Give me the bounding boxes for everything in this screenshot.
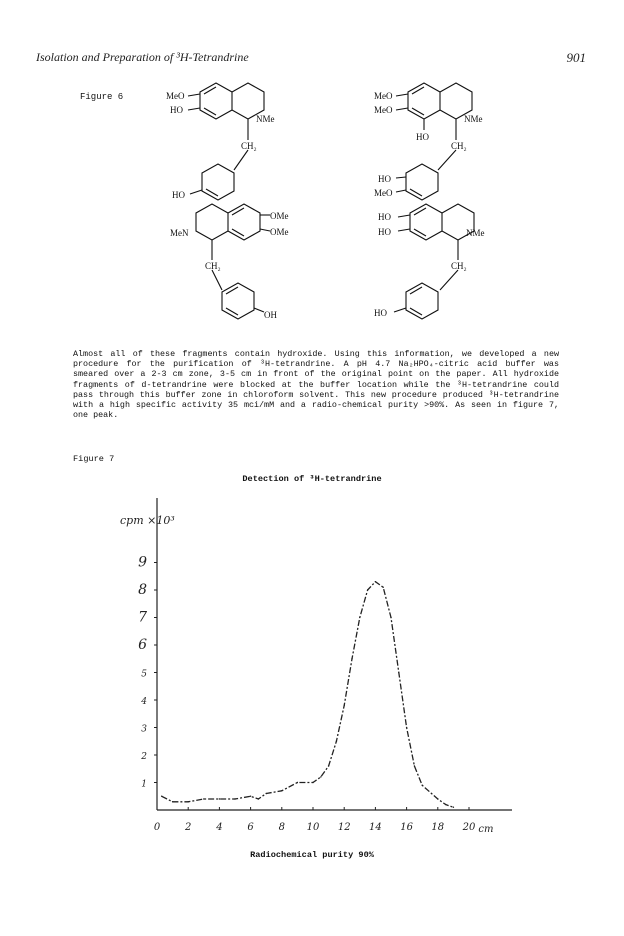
x-tick-label: 16 [400, 822, 413, 833]
x-tick-label: 10 [306, 822, 320, 833]
x-tick-label: 20 [462, 822, 476, 833]
data-point [203, 798, 204, 799]
page-number: 901 [566, 50, 586, 65]
group-nme-top: NMe [464, 114, 483, 124]
data-point [320, 776, 321, 777]
data-point [336, 741, 337, 742]
group-oh: OH [264, 310, 277, 320]
group-ch2-top: CH₂ [451, 141, 467, 151]
data-point [281, 790, 282, 791]
data-point [414, 765, 415, 766]
data-point [219, 798, 220, 799]
data-point [445, 804, 446, 805]
detection-curve [162, 582, 454, 808]
figure6-label: Figure 6 [80, 92, 124, 102]
figure7-caption: Radiochemical purity 90% [250, 850, 374, 860]
data-point [359, 617, 360, 618]
body-paragraph: Almost all of these fragments contain hydroxide. Using this information, we developed a new procedure for the purification of ³H-tetrandrine. A pH 4.7 Na₂HPO₄-citric acid buffer was smeared over a 2-3 cm zone, 3-5 cm in front of the original point on the paper. All hydroxide fragments of d-tetrandrine were blocked at the buffer location while the ³H-tetrandrine could pass through this buffer zone in chloroform solvent. This new procedure produced ³H-tetrandrine with a high specific activity 35 mci/mM and a radio-chemical purity >90%. As seen in figure 7, one peak. [73, 349, 559, 421]
right-molecule-structure [340, 78, 520, 341]
figure7-chart [100, 490, 530, 845]
data-point [161, 796, 162, 797]
data-point [250, 796, 251, 797]
data-point [351, 658, 352, 659]
data-point [437, 798, 438, 799]
data-point [422, 785, 423, 786]
data-point [453, 807, 454, 808]
data-point [398, 672, 399, 673]
group-ho-2: HO [378, 227, 391, 237]
figure7-label: Figure 7 [73, 454, 115, 464]
group-meo-b: MeO [374, 105, 393, 115]
data-point [234, 798, 235, 799]
x-tick-label: 6 [247, 822, 254, 833]
data-point [383, 587, 384, 588]
data-point [312, 782, 313, 783]
left-molecule-structure [150, 78, 310, 341]
group-meo-mid: MeO [374, 188, 393, 198]
group-ho-phenol: HO [172, 190, 185, 200]
data-point [297, 782, 298, 783]
x-tick-label: 8 [278, 822, 285, 833]
y-tick-label: 8 [138, 582, 147, 598]
group-ho-top: HO [416, 132, 429, 142]
x-tick-label: 12 [337, 822, 351, 833]
group-nme-bottom: NMe [466, 228, 485, 238]
figure7-title: Detection of ³H-tetrandrine [242, 474, 382, 484]
group-ome-1: OMe [270, 211, 289, 221]
data-point [266, 793, 267, 794]
x-tick-label: 14 [369, 822, 382, 833]
group-nme: NMe [256, 114, 275, 124]
y-tick-label: 2 [141, 752, 147, 762]
y-tick-label: 4 [141, 697, 147, 707]
data-point [406, 727, 407, 728]
data-point [344, 705, 345, 706]
x-tick-label: 2 [185, 822, 192, 833]
data-point [390, 617, 391, 618]
y-tick-label: 1 [141, 779, 147, 790]
y-tick-label: 6 [138, 637, 147, 653]
group-ch2: CH₂ [241, 141, 257, 151]
x-axis-label: cm [478, 824, 494, 835]
x-tick-label: 4 [216, 822, 223, 833]
group-ho-mid: HO [378, 174, 391, 184]
y-tick-label: 9 [138, 554, 147, 571]
group-men: MeN [170, 228, 189, 238]
group-ho-1: HO [378, 212, 391, 222]
y-tick-label: 7 [138, 609, 147, 626]
group-meo-a: MeO [374, 91, 393, 101]
chart-svg [100, 490, 530, 840]
data-point [367, 589, 368, 590]
group-ho: HO [170, 105, 183, 115]
data-point [375, 581, 376, 582]
x-tick-label: 0 [153, 822, 161, 833]
data-point [172, 801, 173, 802]
y-axis-label: cpm ×10³ [120, 514, 175, 527]
group-meo: MeO [166, 91, 185, 101]
data-point [188, 801, 189, 802]
data-point [328, 765, 329, 766]
data-point [258, 798, 259, 799]
y-tick-label: 3 [141, 724, 147, 735]
running-header-title: Isolation and Preparation of ³H-Tetrandrine [36, 50, 249, 64]
group-ho-bottom: HO [374, 308, 387, 318]
group-ch2-bottom: CH₂ [451, 261, 467, 271]
group-ch2-lower: CH₂ [205, 261, 221, 271]
y-tick-label: 5 [141, 669, 147, 680]
group-ome-2: OMe [270, 227, 289, 237]
x-tick-label: 18 [431, 822, 445, 833]
